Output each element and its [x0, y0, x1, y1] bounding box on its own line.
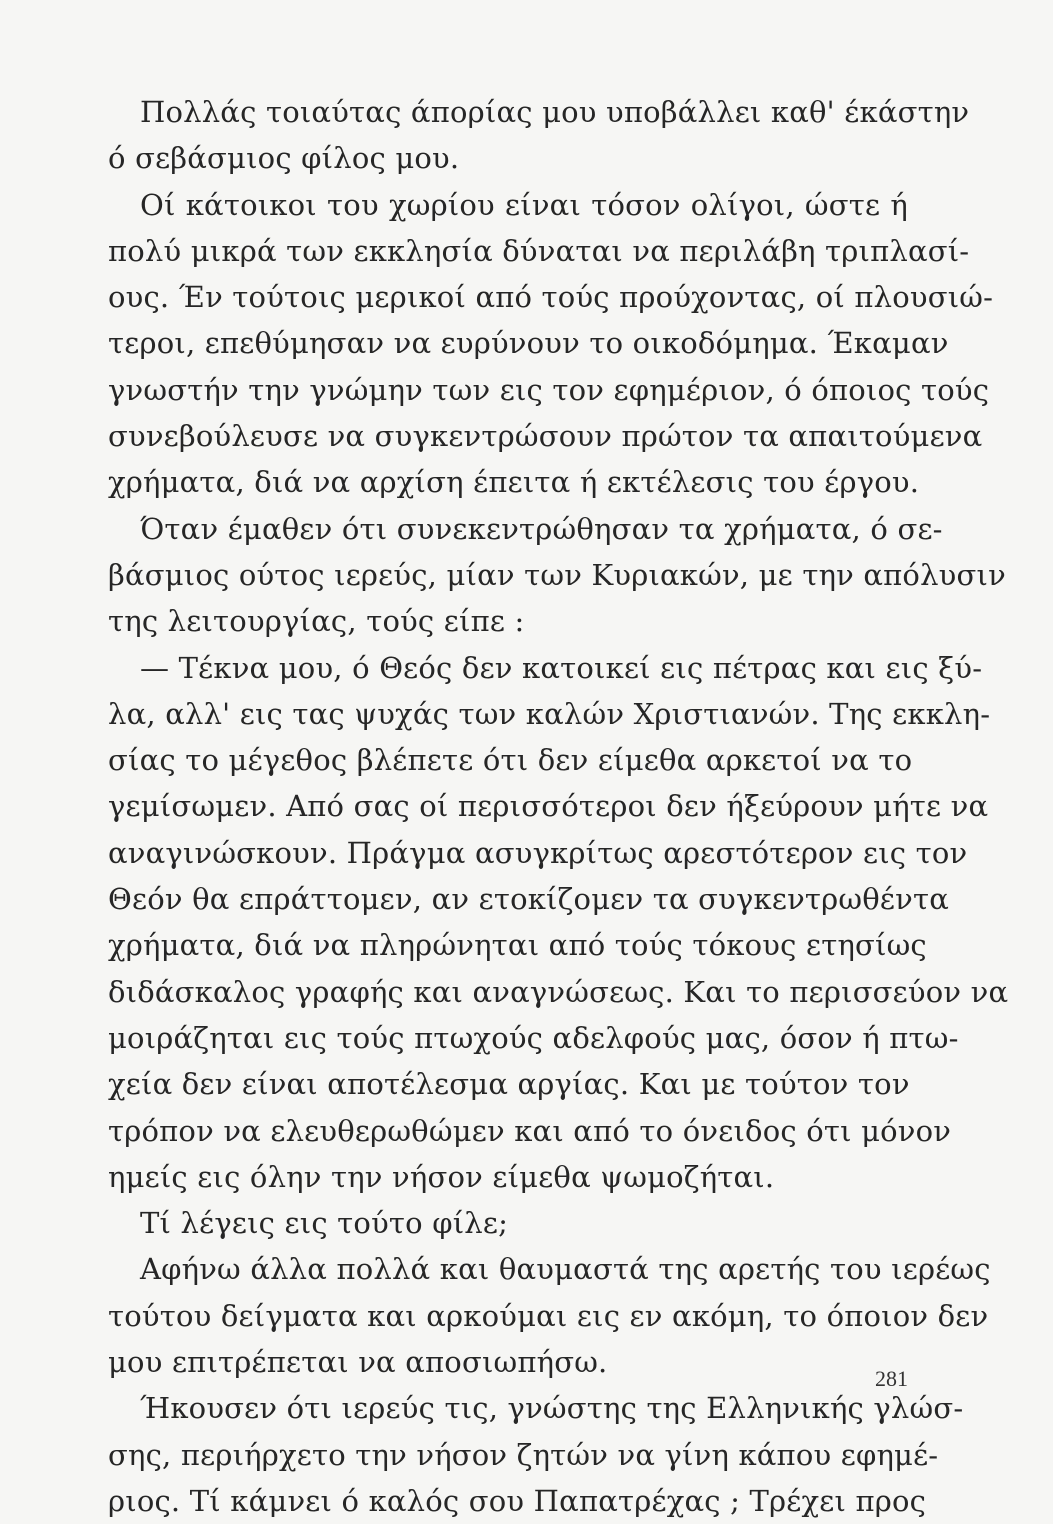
text-line: βάσμιος ούτος ιερεύς, μίαν των Κυριακών, με την απόλυσιν — [108, 557, 1006, 592]
text-line: τούτου δείγματα και αρκούμαι εις εν ακόμη, το όποιον δεν — [108, 1298, 989, 1333]
text-line: τρόπον να ελευθερωθώμεν και από το όνειδος ότι μόνον — [108, 1113, 952, 1148]
text-line: σίας το μέγεθος βλέπετε ότι δεν είμεθα αρκετοί να το — [108, 743, 913, 778]
text-line: χεία δεν είναι αποτέλεσμα αργίας. Και με τούτον τον — [108, 1067, 910, 1102]
text-line: διδάσκαλος γραφής και αναγνώσεως. Και το περισσεύον να — [108, 974, 1009, 1009]
text-line: χρήματα, διά να πληρώνηται από τούς τόκους ετησίως — [108, 928, 927, 963]
text-line: ους. Έν τούτοις μερικοί από τούς προύχοντας, οί πλουσιώ- — [108, 280, 994, 315]
page-number: 281 — [875, 1366, 908, 1391]
text-line: συνεβούλευσε να συγκεντρώσουν πρώτον τα απαιτούμενα — [108, 419, 983, 454]
text-line: πολύ μικρά των εκκλησία δύναται να περιλάβη τριπλασί- — [108, 233, 970, 268]
text-line: τεροι, επεθύμησαν να ευρύνουν το οικοδόμημα. Έκαμαν — [108, 326, 949, 361]
text-line: λα, αλλ' εις τας ψυχάς των καλών Χριστιανών. Της εκκλη- — [108, 696, 991, 731]
text-line: γεμίσωμεν. Από σας οί περισσότεροι δεν ήξεύρουν μήτε να — [108, 789, 989, 824]
text-line: Πολλάς τοιαύτας άπορίας μου υποβάλλει καθ' έκάστην — [140, 95, 970, 129]
text-line: μου επιτρέπεται να αποσιωπήσω. — [108, 1345, 608, 1380]
text-line: χρήματα, διά να αρχίση έπειτα ή εκτέλεσις του έργου. — [108, 465, 920, 500]
text-line: ό σεβάσμιος φίλος μου. — [108, 141, 460, 176]
text-line: Όταν έμαθεν ότι συνεκεντρώθησαν τα χρήματα, ό σε- — [140, 511, 943, 546]
text-line: ριος. Τί κάμνει ό καλός σου Παπατρέχας ; Τρέχει προς — [108, 1483, 927, 1518]
text-line: σης, περιήρχετο την νήσον ζητών να γίνη κάπου εφημέ- — [108, 1437, 939, 1472]
text-line: της λειτουργίας, τούς είπε : — [108, 604, 525, 639]
body-text — [108, 89, 1009, 1524]
text-line: Τί λέγεις εις τούτο φίλε; — [140, 1206, 509, 1241]
text-line: — Τέκνα μου, ό Θεός δεν κατοικεί εις πέτρας και εις ξύ- — [140, 650, 983, 685]
text-line: Ήκουσεν ότι ιερεύς τις, γνώστης της Ελληνικής γλώσ- — [140, 1391, 964, 1426]
text-line: μοιράζηται εις τούς πτωχούς αδελφούς μας, όσον ή πτω- — [108, 1020, 959, 1055]
text-line: αναγινώσκουν. Πράγμα ασυγκρίτως αρεστότερον εις τον — [108, 835, 968, 870]
text-line: γνωστήν την γνώμην των εις τον εφημέριον, ό όποιος τούς — [108, 372, 990, 407]
text-line: Οί κάτοικοι του χωρίου είναι τόσον ολίγοι, ώστε ή — [140, 187, 908, 222]
text-line: Θεόν θα επράττομεν, αν ετοκίζομεν τα συγκεντρωθέντα — [108, 882, 949, 917]
text-line: Αφήνω άλλα πολλά και θαυμαστά της αρετής του ιερέως — [140, 1252, 991, 1287]
text-line: ημείς εις όλην την νήσον είμεθα ψωμοζήται. — [108, 1159, 775, 1194]
